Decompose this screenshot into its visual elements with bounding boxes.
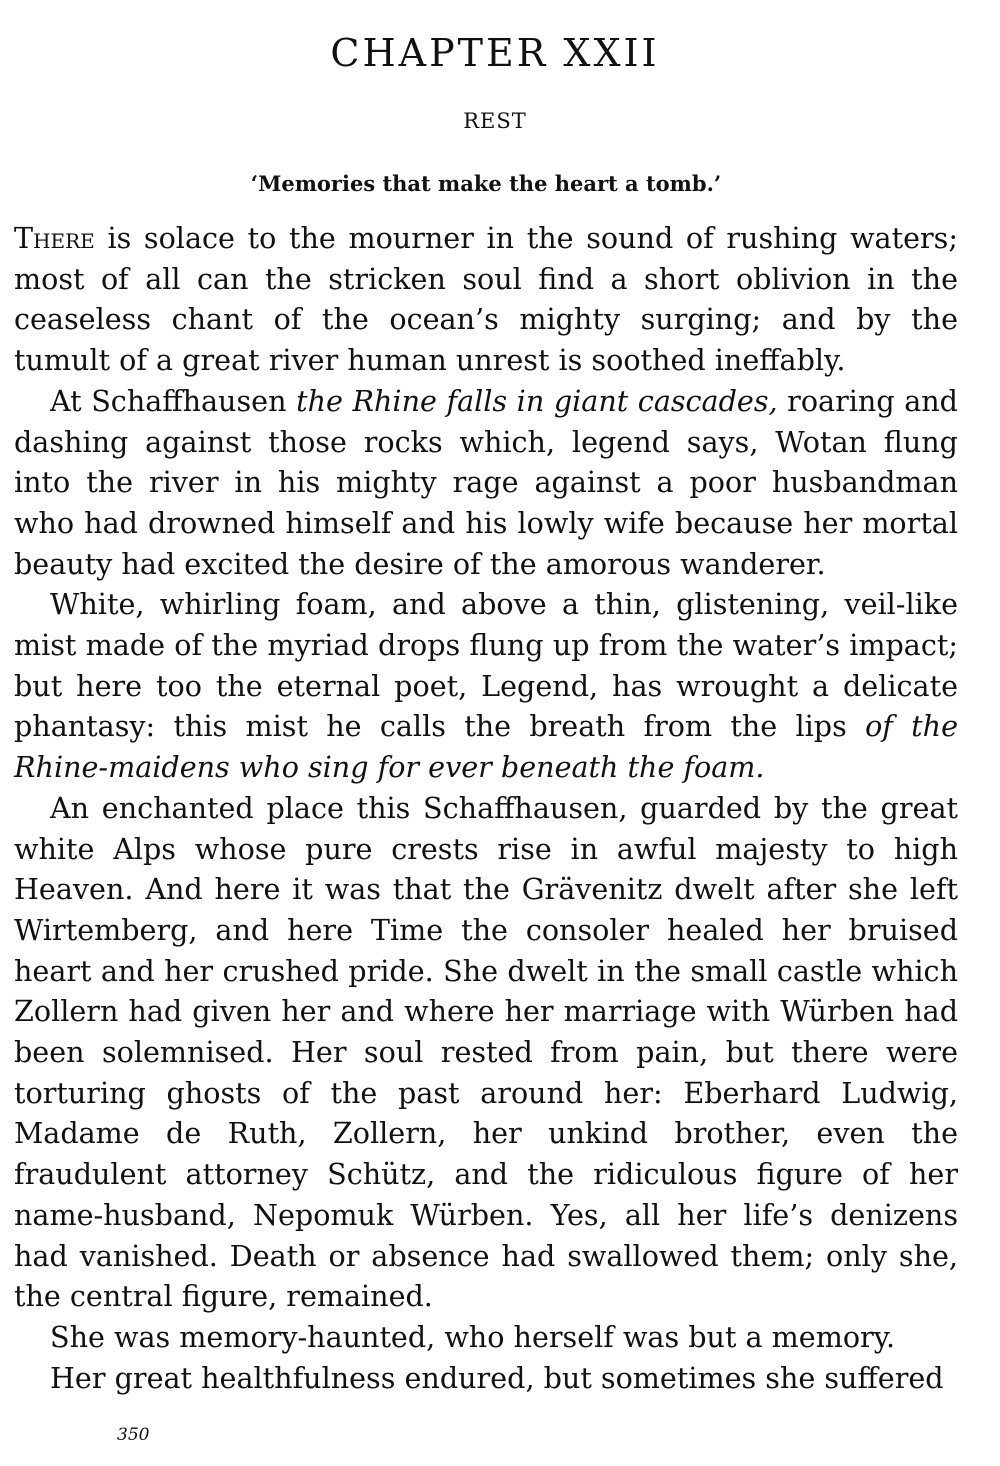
chapter-title: CHAPTER XXII: [330, 31, 660, 75]
paragraph-2: [14, 381, 958, 585]
paragraph-5: She was memory-haunted, who herself was but a memory.: [50, 1319, 896, 1354]
paragraph-4: An enchanted place this Schaffhausen, guarded by the great white Alps whose pure crests rise in awful majesty to high Heaven. And here it was that the Grävenitz dwelt after she left Wirtemberg, and here Time the consoler healed her bruised heart and her crushed pride. She dwelt in the small castle which Zollern had given her and where her marriage with Würben had been solemnised. Her soul rested from pain, but there were torturing ghosts of the past around her: Eberhard Ludwig, Madame de Ruth, Zollern, her unkind brother, even the fraudulent attorney Schütz, and the ridiculous figure of her name-husband, Nepomuk Würben. Yes, all her life’s denizens had vanished. Death or absence had swallowed them; only she, the central figure, remained.: [14, 790, 958, 1314]
page-number: 350: [117, 1425, 150, 1445]
body-text: [14, 218, 958, 1398]
chapter-subtitle: REST: [463, 109, 527, 133]
paragraph-1: [14, 218, 958, 381]
paragraph-italic-text: of the Rhine-maidens who sing for ever beneath the foam.: [14, 709, 959, 785]
paragraph-text: is solace to the mourner in the sound of rushing waters; most of all can the stricken soul find a short oblivion in the ceaseless chant of the ocean’s mighty surging; and by the tumult of a great river human unrest is soothed ineffably.: [14, 221, 958, 378]
paragraph-text: White, whirling foam, and above a thin, glistening, veil-like mist made of the myriad drops flung up from the water’s impact; but here too the eternal poet, Legend, has wrought a delicate phantasy: this mist he calls the breath from the lips: [14, 587, 958, 744]
book-page: [14, 30, 958, 1398]
paragraph-italic-text: the Rhine falls in giant cascades,: [296, 383, 778, 418]
paragraph-text: At Schaffhausen: [50, 383, 297, 418]
paragraph-6: Her great healthfulness endured, but sometimes she suffered: [50, 1360, 944, 1395]
paragraph-text: roaring and dashing against those rocks which, legend says, Wotan flung into the river in his mighty rage against a poor husbandman who had drowned himself and his lowly wife because her mortal beauty had excited the desire of the amorous wanderer.: [14, 383, 958, 581]
epigraph: ‘Memories that make the heart a tomb.’: [250, 171, 722, 196]
paragraph-3: [14, 584, 958, 788]
opening-word: There: [14, 221, 95, 255]
